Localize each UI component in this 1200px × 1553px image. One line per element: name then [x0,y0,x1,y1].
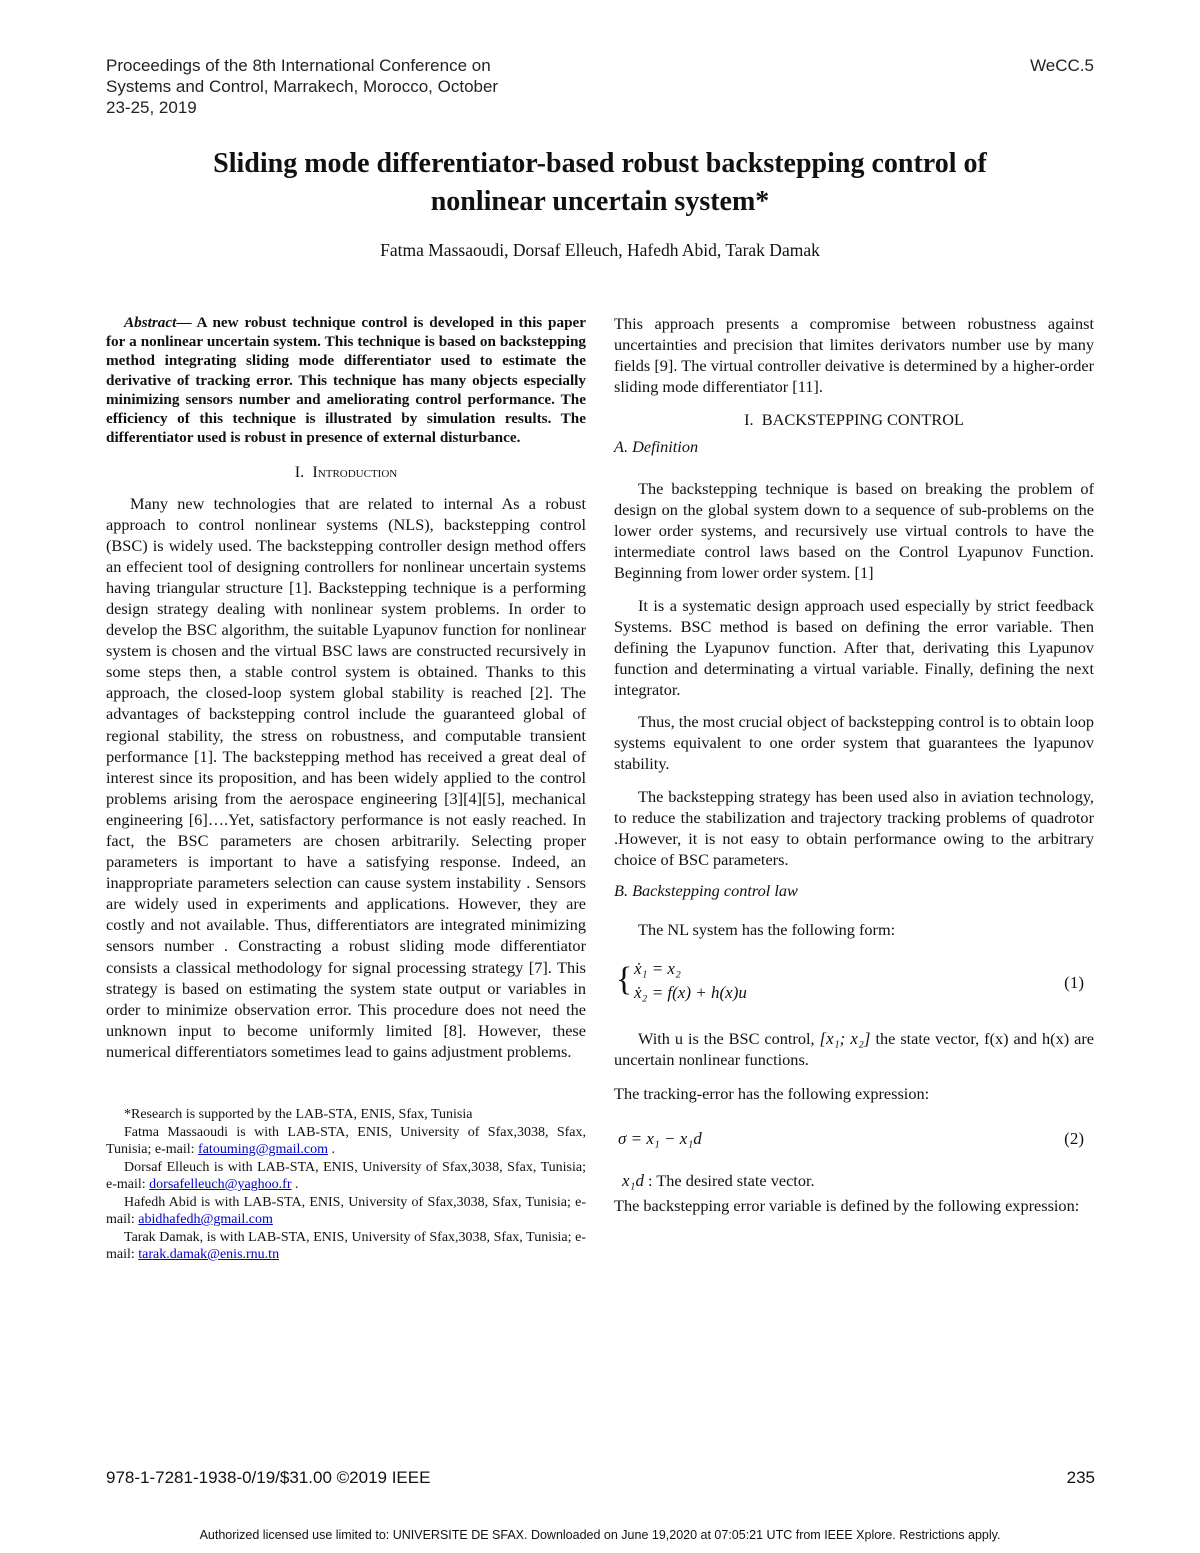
section-heading-backstepping [614,409,1094,430]
footnote-period: . [327,1142,335,1158]
page-number: 235 [1066,1468,1095,1487]
footnote-author [106,1124,586,1159]
footnote-text: Hafedh Abid is with LAB-STA, ENIS, University of Sfax,3038, Sfax, Tunisia; e-mail: [106,1194,586,1228]
text: With u is the BSC control, [638,1029,820,1049]
right-column [614,313,1094,1216]
title-line: Sliding mode differentiator-based robust backstepping control of [213,148,987,179]
intro-paragraph: Many new technologies that are related to internal As a robust approach to control nonlinear systems (NLS), backstepping control (BSC) is widely used. The backstepping controller design method offers an effecient tool of designing controllers for nonlinear uncertain systems having triangular structure [1]. Backstepping technique is a performing design strategy dealing with nonlinear system problems. In order to develop the BSC algorithm, the suitable Lyapunov function for nonlinear system is chosen and the virtual BSC laws are constructed recursively in some steps then, a stable control system is obtained. Thanks to this approach, the closed-loop system global stability is reached [2]. The advantages of backstepping control include the guaranteed global of regional stability, the stress on robustness, and computable transient performance [1]. The backstepping method has received a great deal of interest since its proposition, and has been widely applied to the control problems arising from the aerospace engineering [3][4][5], mechanical engineering [6]….Yet, satisfactory performance is not easly reached. In fact, the BSC parameters are chosen arbitrarily. Selecting proper parameters is important to have a satisfying response. Indeed, an inappropriate parameters selection can cause system instability . Sensors are widely used in experiments and applications. However, they are costly and not available. Thus, differentiators are integrated minimizing sensors number . Constracting a robust sliding mode differentiator consists a classical methodology for signal processing strategy [7]. This strategy is based on estimating the system state output or variables in order to minimize observation error. This procedure does not need the unknown input to become uniformly limited [8]. However, these numerical differentiators sometimes lead to gains adjustment problems. [106,493,586,1061]
paragraph: This approach presents a compromise between robustness against uncertainties and precision that limites derivators number use by many fields [9]. The virtual controller deivative is determined by a higher-order sliding mode differentiator [11]. [614,314,1094,397]
author-list: Fatma Massaoudi, Dorsaf Elleuch, Hafedh Abid, Tarak Damak [380,240,820,260]
paragraph: The backstepping technique is based on breaking the problem of design on the global system down to a sequence of sub-problems on the lower order systems, and recursively use virtual controls to have the intermediate control laws based on the Control Lyapunov Function. Beginning from lower order system. [1] [614,478,1094,582]
section-title: Introduction [312,462,398,482]
paragraph: The tracking-error has the following expression: [614,1083,930,1103]
email-link[interactable]: fatouming@gmail.com [198,1142,328,1158]
abstract-label: Abstract [124,314,177,331]
paragraph: The backstepping error variable is defined by the following expression: [614,1195,1080,1215]
paragraph: It is a systematic design approach used especially by strict feedback Systems. BSC method is based on defining the error variable. Then defining the Lyapunov function. After that, derivating this Lyapunov function and determinating a virtual variable. Finally, defining the next integrator. [614,596,1094,700]
equation-number: (1) [1064,973,1084,993]
license-notice: Authorized licensed use limited to: UNIVERSITE DE SFAX. Downloaded on June 19,2020 at 07:05:21 UTC from IEEE Xplore. Restrictions apply. [199,1528,1001,1542]
subsection-heading: B. Backstepping control law [614,881,798,901]
paragraph: The NL system has the following form: [638,920,896,940]
email-link[interactable]: dorsafelleuch@yaghoo.fr [149,1177,292,1193]
equation-line: ẋ₂ = f(x) + h(x)u [634,983,747,1003]
footnote-author [106,1194,586,1229]
footnote-text: Fatma Massaoudi is with LAB-STA, ENIS, University of Sfax,3038, Sfax, Tunisia; e-mail: [106,1124,586,1158]
section-number: I. [744,410,754,430]
equation-2 [614,1120,1094,1156]
subsection-heading: A. Definition [614,437,699,457]
abstract-dash: — [176,314,192,331]
abstract-text: A new robust technique control is developed in this paper for a nonlinear uncertain system. This technique is based on backstepping method integrating sliding mode differentiator used to estimate the derivative of tracking error. This technique has many objects especially minimizing sensors number and ameliorating control performance. The efficiency of this technique is illustrated by simulation results. The differentiator used is robust in presence of external disturbance. [106,314,586,447]
section-title: BACKSTEPPING CONTROL [761,410,964,430]
equation-number: (2) [1064,1128,1084,1148]
email-link[interactable]: tarak.damak@enis.rnu.tn [138,1247,280,1263]
isbn-copyright: 978-1-7281-1938-0/19/$31.00 ©2019 IEEE [106,1468,431,1487]
paper-title [0,145,1200,221]
equation-line: σ = x₁ − x₁d [618,1128,702,1148]
footnote-support: *Research is supported by the LAB-STA, ENIS, Sfax, Tunisia [124,1107,473,1123]
email-link[interactable]: abidhafedh@gmail.com [138,1212,273,1228]
conference-line: Systems and Control, Marrakech, Morocco, October [106,77,499,96]
session-id: WeCC.5 [1030,56,1094,75]
text: the state vector, f(x) and h(x) are uncertain nonlinear functions. [614,1029,1094,1070]
footnote-author [106,1229,586,1264]
footnote-period: . [291,1177,299,1193]
paragraph [614,1170,1094,1191]
title-line: nonlinear uncertain system* [430,186,770,217]
footnote-text: Dorsaf Elleuch is with LAB-STA, ENIS, University of Sfax,3038, Sfax, Tunisia; e-mail: [106,1159,586,1193]
footnote-text: Tarak Damak, is with LAB-STA, ENIS, University of Sfax,3038, Sfax, Tunisia; e-mail: [106,1229,586,1263]
paragraph: Thus, the most crucial object of backstepping control is to obtain loop systems equivalent to one order system that guarantees the lyapunov stability. [614,711,1094,773]
desired-state-symbol: x₁d [622,1170,644,1190]
state-vector: [x₁; x₂] [819,1029,871,1049]
abstract [106,313,586,447]
conference-info [106,55,498,118]
conference-line: 23-25, 2019 [106,98,197,117]
left-column [106,313,586,1264]
footnote-author [106,1159,586,1194]
text: : The desired state vector. [643,1170,815,1190]
section-number: I. [294,462,305,482]
section-heading-introduction [106,461,586,482]
conference-line: Proceedings of the 8th International Conference on [106,56,491,75]
left-brace-icon: { [616,961,633,999]
paragraph [614,1028,1094,1070]
equation-1 [614,958,1094,1018]
paragraph: The backstepping strategy has been used also in aviation technology, to reduce the stabilization and trajectory tracking problems of quadrotor .However, it is not easy to obtain performance owing to the arbitrary choice of BSC parameters. [614,786,1094,870]
equation-line: ẋ₁ = x₂ [634,959,681,979]
